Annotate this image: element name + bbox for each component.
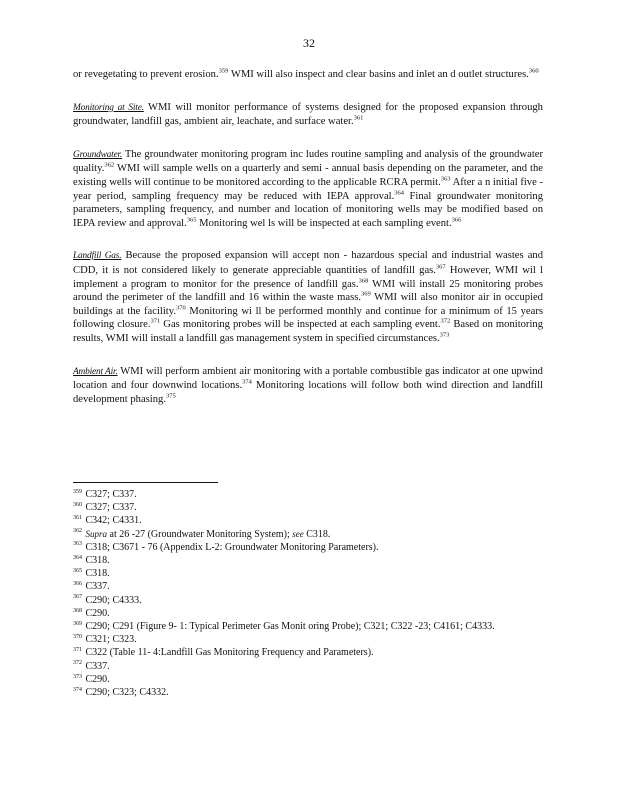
footnote xyxy=(73,554,543,567)
footnote-ref[interactable]: 367 xyxy=(435,263,446,271)
footnote-number: 369 xyxy=(73,620,82,627)
paragraph-monitoring-at-site xyxy=(73,101,543,129)
footnote-ref[interactable]: 369 xyxy=(361,290,371,298)
footnote-ref[interactable]: 365 xyxy=(186,216,197,224)
footnote-text: C327; C337. xyxy=(85,502,137,514)
footnote xyxy=(73,528,543,541)
text: The groundwater monitoring program inc ludes routine sampling and analysis of the groundwater quality. xyxy=(73,148,543,175)
footnote-number: 374 xyxy=(73,686,82,693)
footnote-number: 373 xyxy=(73,673,82,680)
footnote-text: C342; C4331. xyxy=(85,515,142,527)
paragraph-ambient-air xyxy=(73,365,543,407)
footnote-text: at 26 -27 (Groundwater Monitoring System); xyxy=(107,528,293,540)
footnote-ref[interactable]: 368 xyxy=(358,277,369,284)
footnote xyxy=(73,514,543,527)
footnote xyxy=(73,607,543,620)
footnote-number: 366 xyxy=(73,581,82,588)
footnote xyxy=(73,567,543,580)
footnote xyxy=(73,620,543,633)
footnotes xyxy=(73,488,543,699)
footnote-text: C318; C3671 - 76 (Appendix L-2: Groundwater Monitoring Parameters). xyxy=(85,541,379,553)
text: Monitoring locations will follow both wind direction and landfill development phasing. xyxy=(73,380,543,405)
text: Final groundwater monitoring parameters, sampling frequency, and number and location of monitoring wells may be modified based on IEPA review and approval. xyxy=(73,190,544,229)
footnote-italic: see xyxy=(292,528,304,539)
text: WMI will install 25 monitoring probes around the perimeter of the landfill and 16 within the waste mass. xyxy=(73,278,543,304)
footnote-text: C318. xyxy=(303,528,331,540)
footnote-ref[interactable]: 364 xyxy=(394,189,404,197)
text: Based on monitoring results, WMI will install a landfill gas management system in specified circumstances. xyxy=(73,319,544,344)
footnote-number: 365 xyxy=(73,567,82,574)
footnote xyxy=(73,633,543,646)
footnote-text: C321; C323. xyxy=(85,634,137,646)
section-heading: Groundwater. xyxy=(73,149,123,160)
footnote-ref[interactable]: 371 xyxy=(150,317,161,325)
footnote-number: 362 xyxy=(73,528,82,535)
page-number: 32 xyxy=(303,36,315,50)
footnote-ref[interactable]: 360 xyxy=(528,67,539,75)
footnote-ref[interactable]: 363 xyxy=(440,175,451,183)
text: Gas monitoring probes will be inspected at each sampling event. xyxy=(160,319,441,331)
footnote-text: C327; C337. xyxy=(85,489,137,500)
footnote-ref[interactable]: 362 xyxy=(104,161,115,169)
text: WMI will sample wells on a quarterly and semi - annual basis depending on the parameter, and the existing wells will continue to be monitored according to the applicable RCRA permit. xyxy=(73,163,543,188)
footnote-number: 359 xyxy=(73,488,82,495)
footnote-ref[interactable]: 374 xyxy=(242,378,252,386)
footnote-number: 368 xyxy=(73,607,82,614)
footnote-text: C337. xyxy=(85,660,110,672)
footnote-text: C318. xyxy=(85,555,110,567)
footnote xyxy=(73,646,543,659)
footnote xyxy=(73,686,543,699)
footnote-ref[interactable]: 370 xyxy=(175,304,186,312)
text: or revegetating to prevent erosion. xyxy=(73,69,219,80)
footnote-text: C290. xyxy=(85,673,110,685)
footnote-ref[interactable]: 373 xyxy=(439,331,450,339)
footnote-number: 367 xyxy=(73,594,82,601)
footnote-text: C322 (Table 11- 4:Landfill Gas Monitoring Frequency and Parameters). xyxy=(85,647,374,659)
footnote-number: 372 xyxy=(73,660,82,667)
paragraph-erosion xyxy=(73,68,543,82)
section-heading: Ambient Air. xyxy=(73,366,118,377)
footnote-ref[interactable]: 361 xyxy=(353,114,364,122)
footnote-number: 371 xyxy=(73,647,82,654)
footnote xyxy=(73,660,543,673)
footnote xyxy=(73,673,543,686)
footnote-text: C337. xyxy=(85,581,110,593)
footnote-number: 360 xyxy=(73,501,82,508)
footnote-ref[interactable]: 375 xyxy=(165,392,176,400)
text: WMI will also inspect and clear basins and inlet an d outlet structures. xyxy=(228,69,529,80)
footnote-ref[interactable]: 359 xyxy=(218,67,229,75)
footnote xyxy=(73,541,543,554)
text: WMI will monitor performance of systems designed for the proposed expansion through groundwater, landfill gas, ambient air, leachate, and surface water. xyxy=(73,101,543,128)
text: However, WMI wil l implement a program to monitor for the presence of landfill gas. xyxy=(73,264,543,290)
footnote-text: C290; C4333. xyxy=(85,594,142,606)
footnote-number: 361 xyxy=(73,515,82,522)
footnote-number: 364 xyxy=(73,554,82,561)
footnote-text: C290. xyxy=(85,607,110,619)
text: WMI will perform ambient air monitoring with a portable combustible gas indicator at one upwind location and four downwind locations. xyxy=(73,365,543,392)
paragraph-landfill-gas xyxy=(73,249,543,345)
text: Monitoring wel ls will be inspected at each sampling event. xyxy=(196,217,452,229)
body-text xyxy=(73,68,543,420)
text: Because the proposed expansion will accept non - hazardous special and industrial wastes and CDD, it is not considered likely to generate appreciable quantities of landfill gas. xyxy=(73,250,544,276)
paragraph-groundwater xyxy=(73,148,543,231)
footnote-text: C318. xyxy=(85,568,110,580)
footnote-number: 370 xyxy=(73,633,82,640)
footnote xyxy=(73,580,543,593)
footnote-divider xyxy=(73,482,218,483)
footnote xyxy=(73,594,543,607)
footnote xyxy=(73,488,543,501)
footnote xyxy=(73,501,543,514)
text: WMI will also monitor air in occupied buildings at the facility. xyxy=(73,292,543,317)
footnote-text: C290; C323; C4332. xyxy=(85,687,169,699)
text: Monitoring wi ll be performed monthly and continue for a minimum of 15 years following closure. xyxy=(73,305,543,331)
section-heading: Landfill Gas. xyxy=(73,251,122,262)
footnote-ref[interactable]: 366 xyxy=(451,216,462,224)
footnote-text: C290; C291 (Figure 9- 1: Typical Perimeter Gas Monit oring Probe); C321; C322 -23; C4161; C4333. xyxy=(85,621,495,633)
section-heading: Monitoring at Site. xyxy=(73,102,144,113)
footnote-ref[interactable]: 372 xyxy=(440,317,451,325)
footnote-italic: Supra xyxy=(85,528,108,539)
text: After a n initial five -year period, sampling frequency may be reduced with IEPA approval. xyxy=(73,176,543,202)
footnote-number: 363 xyxy=(73,541,82,548)
